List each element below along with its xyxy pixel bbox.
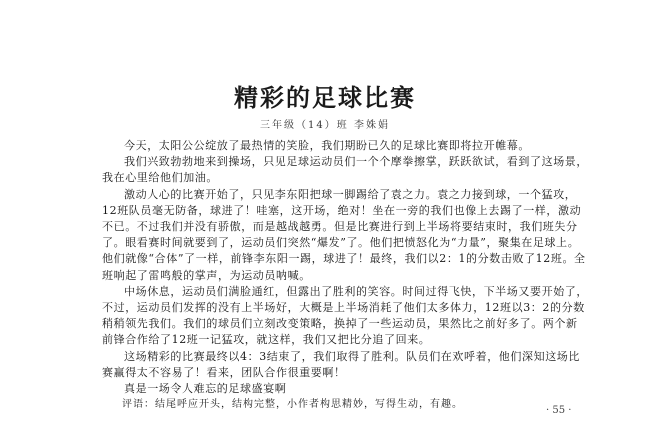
page-title: 精彩的足球比赛: [234, 84, 416, 112]
paragraph: 真是一场令人难忘的足球盛宴啊: [124, 382, 287, 396]
paragraph: 这场精彩的比赛最终以4：3结束了，我们取得了胜利。队员们在欢呼着，他们深知这场比赛赢得太不容易了！看来，团队合作很重要啊！: [102, 349, 580, 379]
teacher-comment: 评语：结尾呼应开头，结构完整，小作者构思精妙，写得生动，有趣。: [122, 399, 463, 411]
article-body: [102, 138, 588, 413]
author-byline: 三年级（14）班 李姝娟: [260, 120, 390, 131]
paragraph: 激动人心的比赛开始了，只见李东阳把球一脚踢给了袁之力。袁之力接到球，一个猛攻，12班队员毫无防备，球进了！哇塞，这开场，绝对！坐在一旁的我们也像上去踢了一样，激动不已。不过我们并没有骄傲，而是越战越勇。但是比赛进行到上半场将要结束时，我们班失分了。眼看赛时间就要到了，运动员们突然“爆发”了。他们把愤怒化为“力量”，聚集在足球上。他们就像“合体”了一样，前锋李东阳一踢，球进了！最终，我们以2：1的分数击败了12班。全班响起了雷鸣般的掌声，为运动员呐喊。: [102, 187, 586, 282]
page-number: · 55 ·: [546, 405, 572, 416]
paragraph: 中场休息，运动员们满脸通红，但露出了胜利的笑容。时间过得飞快，下半场又要开始了，不过，运动员们发挥的没有上半场好，大概是上半场消耗了他们太多体力，12班以3：2的分数稍稍领先我们。我们的球员们立刻改变策略，换掉了一些运动员，果然比之前好多了。两个新前锋合作给了12班一记猛攻，就这样，我们又把比分追了回来。: [102, 284, 588, 347]
paragraph: 今天，太阳公公绽放了最热情的笑脸，我们期盼已久的足球比赛即将拉开帷幕。: [124, 139, 530, 152]
paragraph: 我们兴致勃勃地来到操场，只见足球运动员们一个个摩拳擦掌，跃跃欲试，看到了这场景，我在心里给他们加油。: [102, 155, 588, 185]
